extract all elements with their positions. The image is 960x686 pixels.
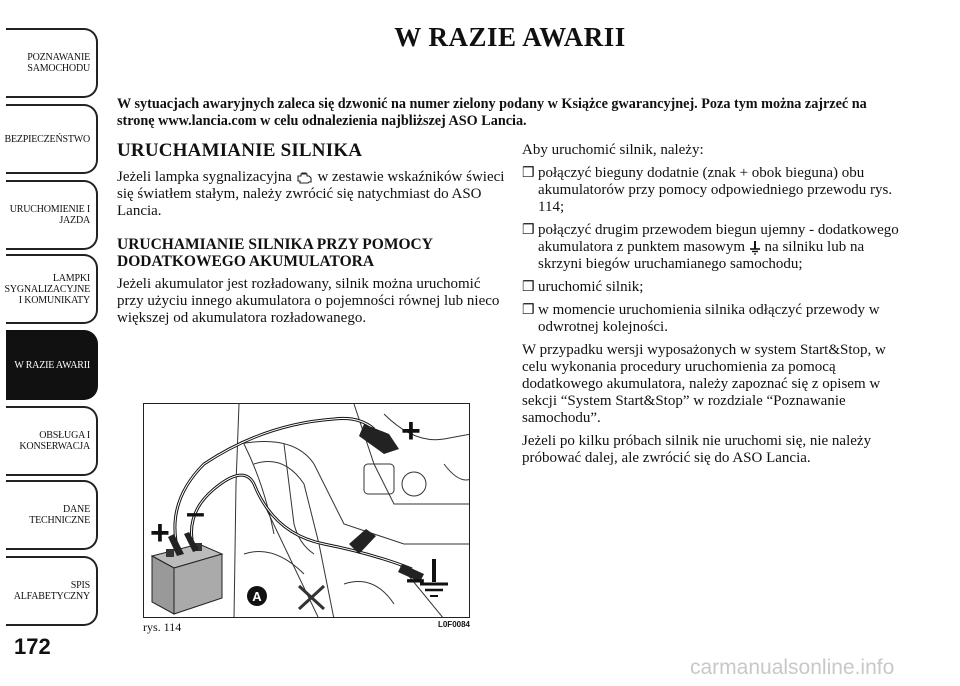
heading-engine-start: URUCHAMIANIE SILNIKA (117, 140, 363, 161)
battery-icon (152, 543, 222, 614)
page-number: 172 (14, 634, 51, 659)
tab-spis[interactable]: SPIS ALFABETYCZNY (6, 556, 98, 626)
jump-start-illustration (144, 404, 470, 618)
tab-poznawanie[interactable]: POZNAWANIE SAMOCHODU (6, 28, 98, 98)
tab-lampki[interactable]: LAMPKI SYGNALIZACYJNE I KOMUNIKATY (6, 254, 98, 324)
checkbox-bullet-icon: ❒ (522, 223, 535, 238)
list-item: ❒ uruchomić silnik; (522, 279, 644, 295)
battery-plus-sign: + (150, 514, 170, 552)
list-item: ❒ połączyć bieguny dodatnie (znak + obok bieguna) obu akumulatorów przy pomocy odpowiedniego przewodu rys. 114; (522, 165, 893, 215)
tab-w-razie-awarii[interactable]: W RAZIE AWARII (6, 330, 98, 400)
watermark: carmanualsonline.info (690, 656, 895, 679)
engine-plus-sign: + (401, 412, 421, 450)
right-column (522, 142, 912, 473)
tab-uruchomienie[interactable]: URUCHOMIENIE I JAZDA (6, 180, 98, 250)
jump-start-paragraph: Jeżeli akumulator jest rozładowany, silnik można uruchomić przy użyciu innego akumulatora o pojemności równej lub nieco większej od akumulatora rozładowanego. (117, 276, 500, 326)
figure-code: L0F0084 (437, 620, 470, 629)
list-item: ❒ w momencie uruchomienia silnika odłączyć przewody w odwrotnej kolejności. (522, 302, 880, 335)
figure-jump-start-diagram (143, 403, 470, 618)
steps-lead: Aby uruchomić silnik, należy: (522, 142, 704, 158)
tab-obsluga[interactable]: OBSŁUGA I KONSERWACJA (6, 406, 98, 476)
page-title: W RAZIE AWARII (394, 22, 626, 52)
label-a: A (252, 589, 262, 604)
engine-warning-icon (296, 171, 314, 185)
ground-minus-sign: – (406, 560, 425, 598)
steps-list (522, 165, 912, 336)
intro-text: W sytuacjach awaryjnych zaleca się dzwonić na numer zielony podany w Książce gwarancyjnej. Poza tym można zajrzeć na stronę www.lancia.com w celu odnalezienia najbliższej ASO Lancia. (117, 96, 867, 129)
final-paragraph: Jeżeli po kilku próbach silnik nie uruchomi się, nie należy próbować dalej, ale zwrócić się do ASO Lancia. (522, 433, 872, 466)
tab-bezpieczenstwo[interactable]: BEZPIECZEŃSTWO (6, 104, 98, 174)
warning-lamp-paragraph: Jeżeli lampka sygnalizacyjna w zestawie wskaźników świeci się światłem stałym, należy zwrócić się natychmiast do ASO Lancia. (117, 169, 505, 219)
ground-symbol-icon (749, 241, 761, 255)
heading-jump-start: URUCHAMIANIE SILNIKA PRZY POMOCY DODATKOWEGO AKUMULATORA (117, 236, 433, 270)
left-column (117, 142, 507, 333)
start-stop-paragraph: W przypadku wersji wyposażonych w system Start&Stop, w celu wykonania procedury uruchomienia za pomocą dodatkowego akumulatora, należy zapoznać się z opisem w sekcji “System Start&Stop” w rozdziale “Poznawanie samochodu”. (522, 342, 886, 426)
checkbox-bullet-icon: ❒ (522, 303, 535, 318)
checkbox-bullet-icon: ❒ (522, 280, 535, 295)
checkbox-bullet-icon: ❒ (522, 166, 535, 181)
list-item: ❒ połączyć drugim przewodem biegun ujemny - dodatkowego akumulatora z punktem masowym na silniku lub na skrzyni biegów uruchamianego samochodu; (522, 222, 899, 272)
battery-minus-sign: – (186, 494, 205, 532)
figure-caption: rys. 114 L0F0084 (143, 620, 470, 634)
tab-dane[interactable]: DANE TECHNICZNE (6, 480, 98, 550)
